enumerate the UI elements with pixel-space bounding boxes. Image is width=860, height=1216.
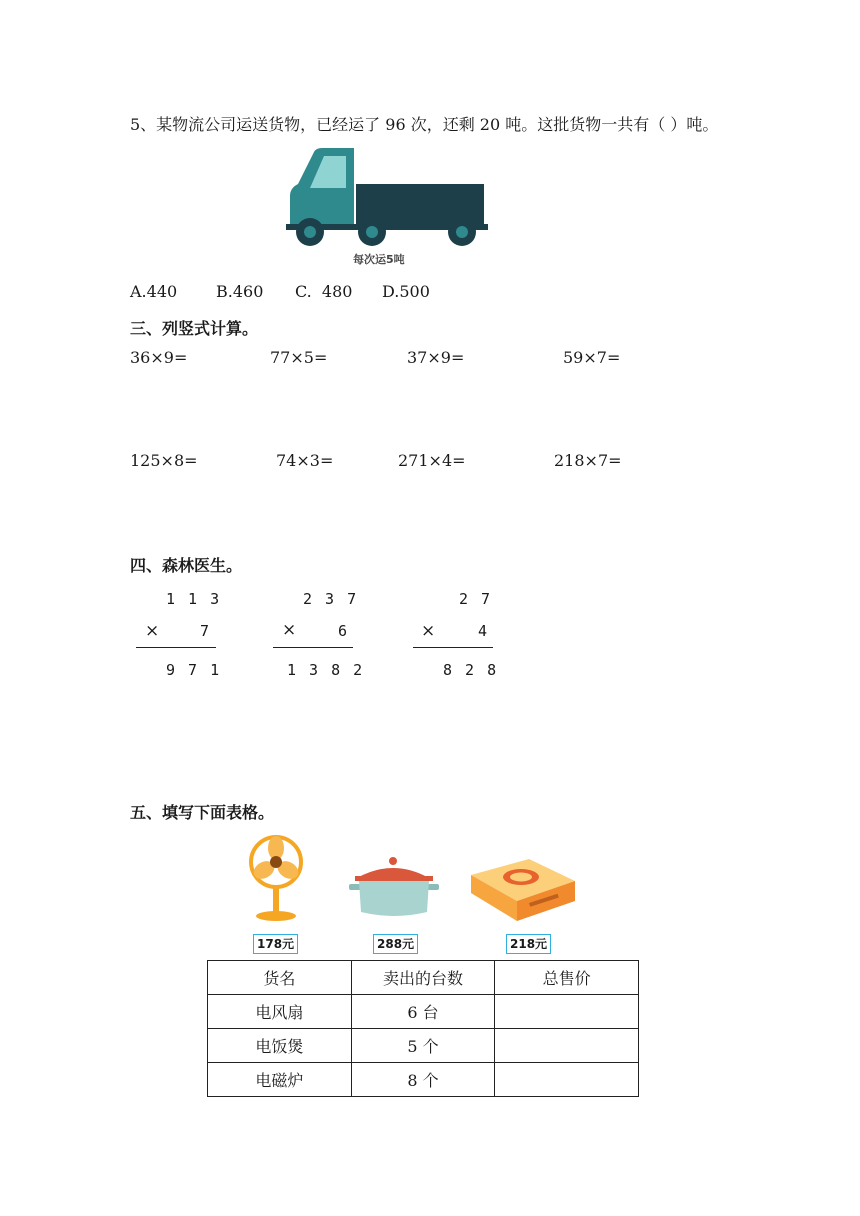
- problem-2-result: 1 3 8 2: [287, 661, 365, 679]
- problem-3-line: [413, 647, 493, 648]
- option-b: B.460: [216, 282, 264, 301]
- calc-4: 59×7=: [563, 348, 621, 367]
- truck-icon: [284, 144, 490, 266]
- section-5-title: 五、填写下面表格。: [130, 803, 275, 822]
- truck-caption: 每次运5吨: [353, 253, 405, 266]
- calc-5: 125×8=: [130, 451, 198, 470]
- calc-3: 37×9=: [407, 348, 465, 367]
- problem-1-top: 1 1 3: [166, 590, 222, 608]
- option-c: C. 480: [295, 282, 353, 301]
- option-a: A.440: [130, 282, 178, 301]
- table-header: 货名: [208, 961, 352, 995]
- price-tag-fan: 178元: [253, 934, 298, 954]
- problem-2-line: [273, 647, 353, 648]
- calc-2: 77×5=: [270, 348, 328, 367]
- option-d: D.500: [382, 282, 430, 301]
- pot-icon: [349, 856, 439, 920]
- problem-3-operator: ×: [421, 621, 436, 641]
- induction-cooker-image: [469, 857, 577, 923]
- question-5-text: 5、某物流公司运送货物，已经运了 96 次，还剩 20 吨。这批货物一共有（ ）吨。: [130, 115, 719, 134]
- problem-3-multiplier: 4: [478, 622, 490, 640]
- electric-fan-image: [248, 828, 304, 924]
- table-cell: 5 个: [351, 1029, 495, 1063]
- table-cell: 8 个: [351, 1063, 495, 1097]
- rice-cooker-image: [349, 856, 439, 920]
- problem-1-multiplier: 7: [200, 622, 212, 640]
- problem-2-top: 2 3 7: [303, 590, 359, 608]
- table-row: [208, 1063, 639, 1097]
- sales-table: [207, 960, 639, 1097]
- truck-image: [284, 144, 490, 266]
- section-4-title: 四、森林医生。: [130, 556, 243, 575]
- price-tag-pot: 288元: [373, 934, 418, 954]
- table-row: [208, 995, 639, 1029]
- problem-1-result: 9 7 1: [166, 661, 222, 679]
- stove-icon: [469, 857, 577, 923]
- problem-2-operator: ×: [282, 620, 297, 640]
- fan-icon: [248, 828, 304, 924]
- table-cell: 电风扇: [208, 995, 352, 1029]
- price-tag-stove: 218元: [506, 934, 551, 954]
- table-row: [208, 1029, 639, 1063]
- table-cell: 电磁炉: [208, 1063, 352, 1097]
- answer-cell[interactable]: [495, 1029, 639, 1063]
- table-cell: 电饭煲: [208, 1029, 352, 1063]
- answer-cell[interactable]: [495, 995, 639, 1029]
- calc-8: 218×7=: [554, 451, 622, 470]
- table-header-row: [208, 961, 639, 995]
- table-cell: 6 台: [351, 995, 495, 1029]
- section-3-title: 三、列竖式计算。: [130, 319, 259, 338]
- problem-2-multiplier: 6: [338, 622, 350, 640]
- calc-6: 74×3=: [276, 451, 334, 470]
- problem-1-operator: ×: [145, 621, 160, 641]
- answer-cell[interactable]: [495, 1063, 639, 1097]
- calc-7: 271×4=: [398, 451, 466, 470]
- problem-1-line: [136, 647, 216, 648]
- problem-3-result: 8 2 8: [443, 661, 499, 679]
- calc-1: 36×9=: [130, 348, 188, 367]
- table-header: 卖出的台数: [351, 961, 495, 995]
- table-header: 总售价: [495, 961, 639, 995]
- problem-3-top: 2 7: [459, 590, 493, 608]
